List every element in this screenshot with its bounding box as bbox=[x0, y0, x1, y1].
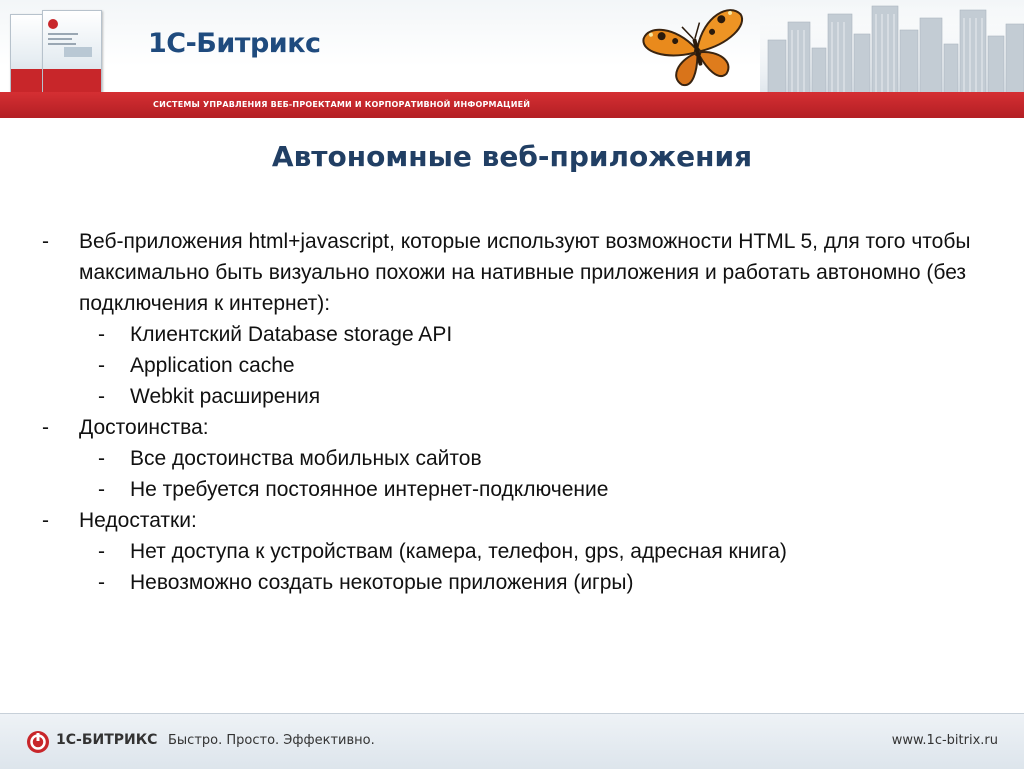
bullet-dash: - bbox=[42, 416, 49, 439]
product-box-decoration bbox=[46, 17, 96, 59]
sub-bullet-item bbox=[42, 474, 977, 505]
sub-bullet-item bbox=[42, 443, 977, 474]
bullet-item bbox=[42, 505, 977, 536]
bullet-item bbox=[42, 226, 977, 319]
tagline-text: СИСТЕМЫ УПРАВЛЕНИЯ ВЕБ-ПРОЕКТАМИ И КОРПОРАТИВНОЙ ИНФОРМАЦИЕЙ bbox=[153, 100, 531, 109]
tagline-bar bbox=[0, 92, 1024, 118]
bullet-dash: - bbox=[98, 447, 105, 470]
bullet-text: Нет доступа к устройствам (камера, телефон, gps, адресная книга) bbox=[130, 540, 787, 563]
bullet-dash: - bbox=[42, 509, 49, 532]
bullet-text: Webkit расширения bbox=[130, 385, 321, 408]
butterfly-icon bbox=[642, 8, 752, 88]
product-box-front bbox=[42, 10, 102, 95]
brand-title: 1С-Битрикс bbox=[148, 28, 321, 59]
sub-bullet-item bbox=[42, 536, 977, 567]
footer-logo-text: 1С-БИТРИКС bbox=[56, 732, 158, 748]
sub-bullet-item bbox=[42, 350, 977, 381]
sub-bullet-item bbox=[42, 567, 977, 598]
bullet-list bbox=[42, 226, 977, 598]
bullet-dash: - bbox=[98, 385, 105, 408]
bullet-dash: - bbox=[98, 323, 105, 346]
city-skyline-image bbox=[760, 0, 1024, 95]
sub-bullet-item bbox=[42, 319, 977, 350]
bitrix-logo-icon bbox=[26, 730, 50, 754]
bullet-dash: - bbox=[42, 230, 49, 253]
bullet-dash: - bbox=[98, 354, 105, 377]
bullet-text: Невозможно создать некоторые приложения (игры) bbox=[130, 571, 634, 594]
bullet-dash: - bbox=[98, 540, 105, 563]
bullet-dash: - bbox=[98, 478, 105, 501]
footer bbox=[0, 713, 1024, 769]
header bbox=[0, 0, 1024, 95]
bullet-text: Все достоинства мобильных сайтов bbox=[130, 447, 482, 470]
slide-title: Автономные веб-приложения bbox=[271, 140, 753, 173]
bullet-text: Веб-приложения html+javascript, которые используют возможности HTML 5, для того чтобы максимально быть визуально похожи на нативные приложения и работать автономно (без подключения к интернет): bbox=[79, 230, 971, 315]
bullet-dash: - bbox=[98, 571, 105, 594]
bullet-item bbox=[42, 412, 977, 443]
bullet-text: Недостатки: bbox=[79, 509, 197, 532]
footer-slogan: Быстро. Просто. Эффективно. bbox=[168, 733, 375, 748]
bullet-text: Клиентский Database storage API bbox=[130, 323, 453, 346]
product-boxes-image bbox=[8, 6, 118, 95]
bullet-text: Достоинства: bbox=[79, 416, 209, 439]
bullet-text: Не требуется постоянное интернет-подключение bbox=[130, 478, 609, 501]
bullet-text: Application cache bbox=[130, 354, 295, 377]
sub-bullet-item bbox=[42, 381, 977, 412]
footer-url-link[interactable]: www.1c-bitrix.ru bbox=[891, 733, 998, 748]
